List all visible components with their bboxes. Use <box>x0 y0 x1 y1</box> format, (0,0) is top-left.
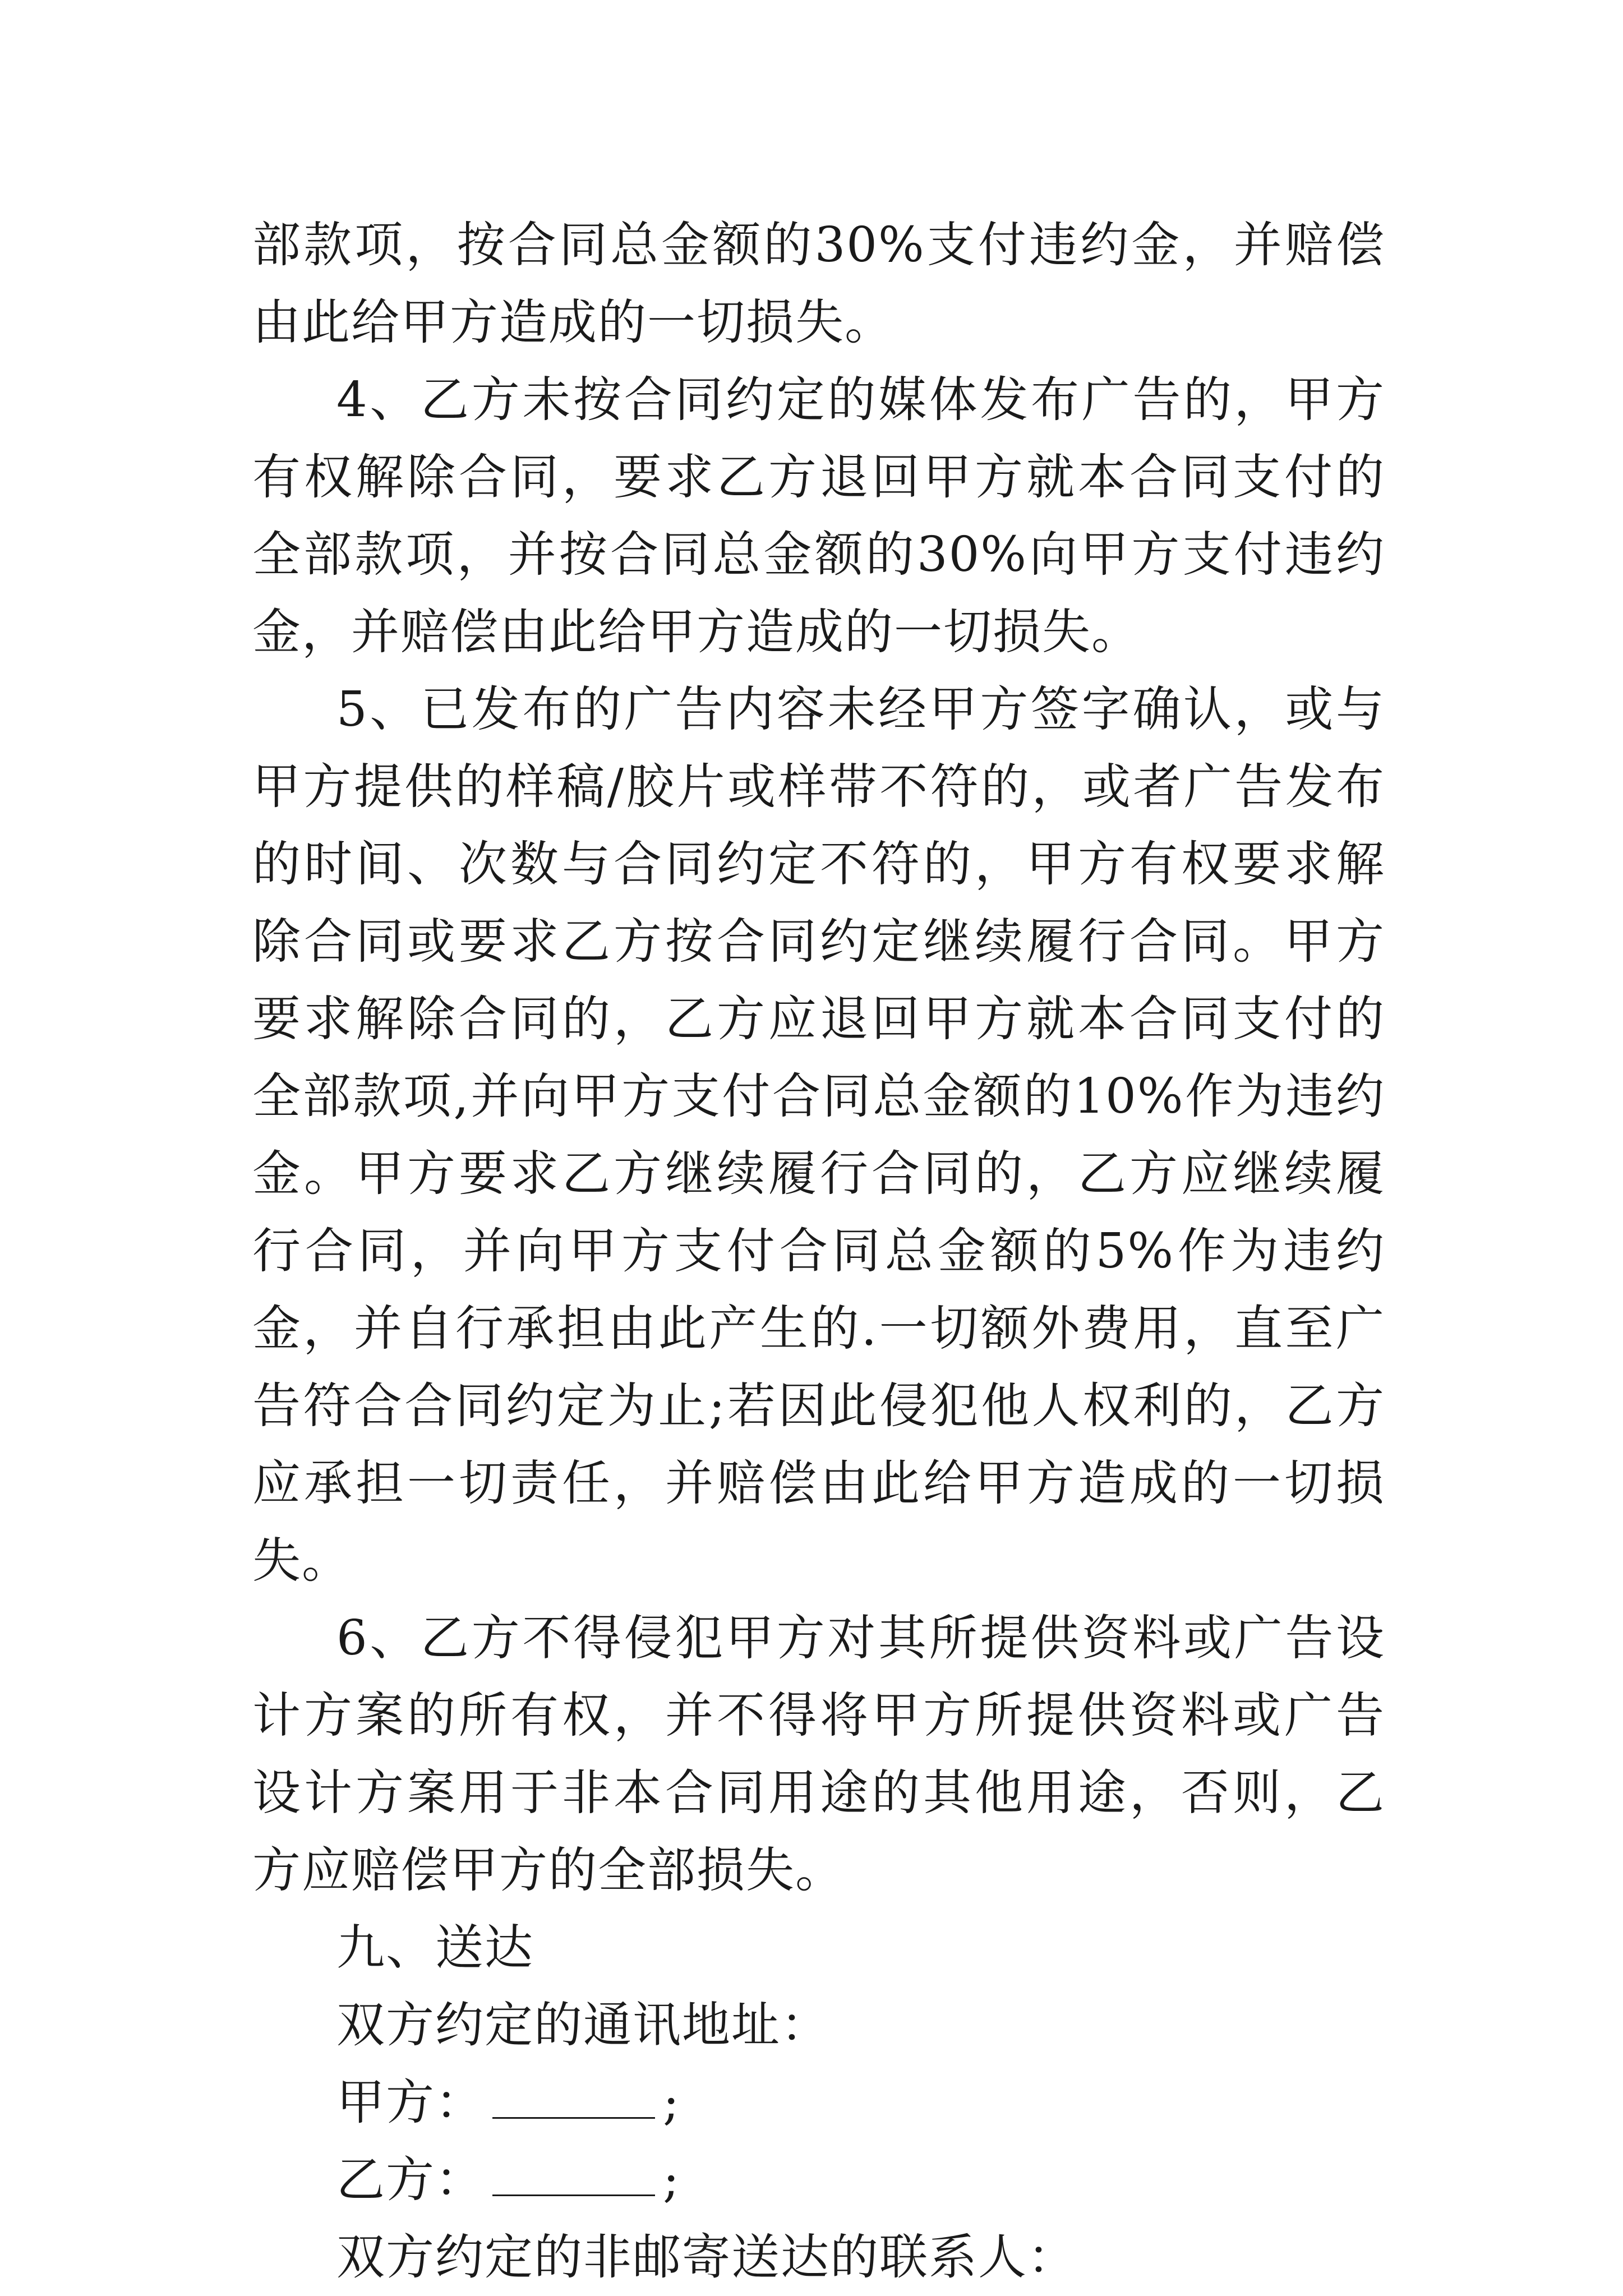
paragraph-clause-6: 6、乙方不得侵犯甲方对其所提供资料或广告设计方案的所有权，并不得将甲方所提供资料或广告设计方案用于非本合同用途的其他用途，否则，乙方应赔偿甲方的全部损失。 <box>252 1610 1385 1898</box>
party-a-end: ; <box>663 2074 680 2131</box>
address-intro: 双方约定的通讯地址： <box>336 1997 830 2053</box>
party-a-address-line <box>252 2064 1385 2141</box>
party-a-blank <box>492 2078 655 2119</box>
paragraph-clause-5: 5、已发布的广告内容未经甲方签字确认，或与甲方提供的样稿/胶片或样带不符的，或者广告发布的时间、次数与合同约定不符的，甲方有权要求解除合同或要求乙方按合同约定继续履行合同。甲方要求解除合同的，乙方应退回甲方就本合同支付的全部款项,并向甲方支付合同总金额的10%作为违约金。甲方要求乙方继续履行合同的，乙方应继续履行合同，并向甲方支付合同总金额的5%作为违约金，并自行承担由此产生的.一切额外费用，直至广告符合合同约定为止;若因此侵犯他人权利的，乙方应承担一切责任，并赔偿由此给甲方造成的一切损失。 <box>252 681 1385 1589</box>
party-b-blank <box>492 2155 655 2196</box>
paragraph-clause-4: 4、乙方未按合同约定的媒体发布广告的，甲方有权解除合同，要求乙方退回甲方就本合同支付的全部款项，并按合同总金额的30%向甲方支付违约金，并赔偿由此给甲方造成的一切损失。 <box>252 372 1385 660</box>
party-b-address-line <box>252 2141 1385 2219</box>
party-a-label: 甲方： <box>336 2074 485 2131</box>
paragraph-continuation: 部款项，按合同总金额的30%支付违约金，并赔偿由此给甲方造成的一切损失。 <box>252 217 1385 351</box>
contact-intro: 双方约定的非邮寄送达的联系人： <box>336 2229 1077 2285</box>
section-heading: 九、送达 <box>336 1920 534 1976</box>
party-b-label: 乙方： <box>336 2152 485 2208</box>
document-body <box>252 206 1385 2296</box>
party-b-end: ; <box>663 2152 680 2208</box>
